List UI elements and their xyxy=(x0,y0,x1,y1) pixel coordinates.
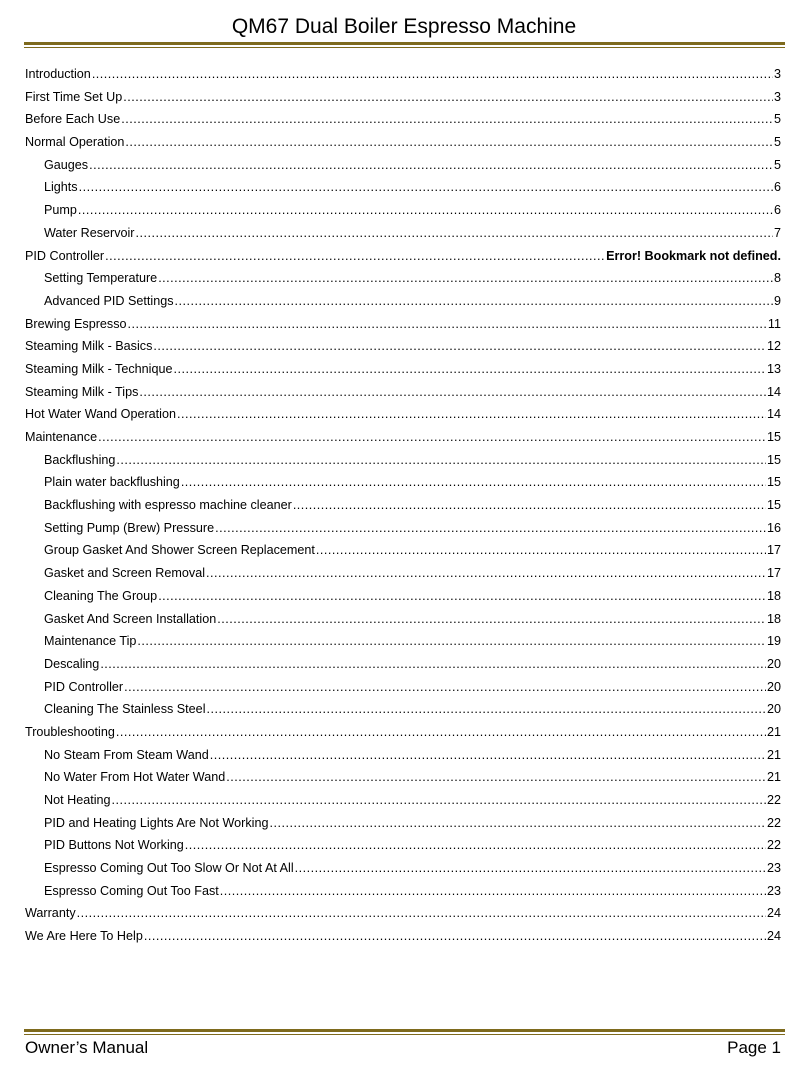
footer-rule xyxy=(24,1029,785,1032)
toc-entry-label[interactable]: Normal Operation xyxy=(25,135,125,150)
toc-entry-label[interactable]: Pump xyxy=(44,203,77,218)
toc-entry[interactable] xyxy=(0,267,808,290)
toc-entry-label[interactable]: Cleaning The Group xyxy=(44,588,158,603)
toc-entry[interactable] xyxy=(0,381,808,404)
toc-entry-label[interactable]: PID Controller xyxy=(25,248,105,263)
toc-dot-leader xyxy=(128,313,767,336)
toc-entry-page[interactable]: Error! Bookmark not defined. xyxy=(606,248,781,263)
footer-rule-thin xyxy=(24,1034,785,1035)
toc-entry-page[interactable]: 21 xyxy=(766,724,781,739)
header-rule xyxy=(24,42,785,45)
toc-entry[interactable] xyxy=(0,608,808,631)
toc-entry[interactable] xyxy=(0,721,808,744)
toc-entry-label[interactable]: We Are Here To Help xyxy=(25,929,143,944)
toc-entry-label[interactable]: Warranty xyxy=(25,906,76,921)
toc-entry[interactable] xyxy=(0,766,808,789)
toc-dot-leader xyxy=(125,131,773,154)
toc-entry[interactable] xyxy=(0,245,808,268)
toc-entry-label[interactable]: Steaming Milk - Tips xyxy=(25,384,139,399)
toc-dot-leader xyxy=(207,698,766,721)
toc-dot-leader xyxy=(181,471,766,494)
toc-entry-page[interactable]: 16 xyxy=(766,520,781,535)
toc-entry[interactable] xyxy=(0,290,808,313)
toc-entry-label[interactable]: Setting Temperature xyxy=(44,271,158,286)
toc-entry-label[interactable]: Backflushing xyxy=(44,452,116,467)
toc-entry-page[interactable]: 24 xyxy=(766,929,781,944)
toc-entry[interactable] xyxy=(0,857,808,880)
toc-entry-label[interactable]: Group Gasket And Shower Screen Replacement xyxy=(44,543,315,558)
toc-entry-page[interactable]: 20 xyxy=(766,679,781,694)
toc-dot-leader xyxy=(78,199,773,222)
toc-dot-leader xyxy=(123,86,773,109)
toc-entry-page[interactable]: 5 xyxy=(773,157,781,172)
toc-entry-label[interactable]: Cleaning The Stainless Steel xyxy=(44,702,206,717)
toc-dot-leader xyxy=(77,902,766,925)
toc-entry[interactable] xyxy=(0,676,808,699)
toc-entry-page[interactable]: 24 xyxy=(766,906,781,921)
toc-dot-leader xyxy=(100,653,766,676)
toc-entry-label[interactable]: No Water From Hot Water Wand xyxy=(44,770,226,785)
toc-entry-page[interactable]: 3 xyxy=(773,67,781,81)
toc-entry-page[interactable]: 22 xyxy=(766,815,781,830)
toc-entry-page[interactable]: 22 xyxy=(766,793,781,807)
toc-entry-page[interactable]: 5 xyxy=(773,112,781,127)
toc-entry-page[interactable]: 18 xyxy=(766,588,781,603)
toc-dot-leader xyxy=(220,880,766,903)
toc-dot-leader xyxy=(226,766,766,789)
toc-entry[interactable] xyxy=(0,335,808,358)
toc-entry-label[interactable]: Setting Pump (Brew) Pressure xyxy=(44,520,215,535)
toc-entry-page[interactable]: 19 xyxy=(766,634,781,649)
toc-entry[interactable] xyxy=(0,108,808,131)
toc-dot-leader xyxy=(92,63,773,86)
toc-entry-page[interactable]: 21 xyxy=(766,770,781,785)
toc-entry[interactable] xyxy=(0,902,808,925)
toc-entry[interactable] xyxy=(0,925,808,948)
toc-entry-label[interactable]: PID Buttons Not Working xyxy=(44,838,184,853)
toc-entry-label[interactable]: Troubleshooting xyxy=(25,724,115,739)
toc-entry-label[interactable]: No Steam From Steam Wand xyxy=(44,747,209,762)
toc-entry-label[interactable]: PID and Heating Lights Are Not Working xyxy=(44,815,269,830)
toc-entry-label[interactable]: Gasket and Screen Removal xyxy=(44,566,206,581)
toc-entry-page[interactable]: 17 xyxy=(766,543,781,558)
toc-entry[interactable] xyxy=(0,789,808,812)
toc-entry[interactable] xyxy=(0,86,808,109)
toc-entry-label[interactable]: Espresso Coming Out Too Slow Or Not At All xyxy=(44,861,294,876)
toc-entry-label[interactable]: Water Reservoir xyxy=(44,225,135,240)
footer-page-number: Page 1 xyxy=(727,1038,781,1057)
toc-entry[interactable] xyxy=(0,880,808,903)
toc-entry[interactable] xyxy=(0,812,808,835)
toc-dot-leader xyxy=(175,290,773,313)
toc-dot-leader xyxy=(137,630,766,653)
toc-entry-label[interactable]: PID Controller xyxy=(44,679,124,694)
toc-dot-leader xyxy=(79,176,773,199)
toc-entry[interactable] xyxy=(0,630,808,653)
toc-entry[interactable] xyxy=(0,313,808,336)
toc-entry-page[interactable]: 15 xyxy=(766,475,781,490)
toc-dot-leader xyxy=(185,834,766,857)
header-rule-thin xyxy=(24,47,785,48)
toc-dot-leader xyxy=(173,358,766,381)
toc-dot-leader xyxy=(124,676,766,699)
toc-dot-leader xyxy=(98,426,766,449)
toc-dot-leader xyxy=(105,245,605,268)
page-title: QM67 Dual Boiler Espresso Machine xyxy=(231,15,577,38)
toc-entry[interactable] xyxy=(0,834,808,857)
toc-entry[interactable] xyxy=(0,176,808,199)
toc-entry[interactable] xyxy=(0,449,808,472)
toc-entry[interactable] xyxy=(0,585,808,608)
toc-entry-page[interactable]: 8 xyxy=(773,271,781,286)
toc-entry-page[interactable]: 15 xyxy=(766,452,781,467)
toc-entry-label[interactable]: Before Each Use xyxy=(25,112,121,127)
toc-dot-leader xyxy=(158,585,766,608)
toc-entry[interactable] xyxy=(0,358,808,381)
toc-entry-page[interactable]: 17 xyxy=(766,566,781,581)
toc-entry-page[interactable]: 7 xyxy=(773,225,781,240)
toc-dot-leader xyxy=(295,857,766,880)
toc-entry[interactable] xyxy=(0,653,808,676)
toc-entry-page[interactable]: 6 xyxy=(773,180,781,195)
toc-entry-label[interactable]: Maintenance xyxy=(25,430,98,444)
toc-entry[interactable] xyxy=(0,426,808,449)
toc-entry-page[interactable]: 13 xyxy=(766,361,781,376)
toc-dot-leader xyxy=(121,108,773,131)
toc-entry-label[interactable]: Maintenance Tip xyxy=(44,634,137,649)
toc-entry-page[interactable]: 23 xyxy=(766,883,781,898)
toc-entry-page[interactable]: 9 xyxy=(773,293,781,308)
toc-entry[interactable] xyxy=(0,494,808,517)
toc-entry-label[interactable]: Hot Water Wand Operation xyxy=(25,407,176,422)
toc-entry-label[interactable]: Steaming Milk - Basics xyxy=(25,339,153,354)
toc-entry-label[interactable]: Descaling xyxy=(44,656,100,671)
toc-entry[interactable] xyxy=(0,199,808,222)
toc-dot-leader xyxy=(139,381,766,404)
toc-dot-leader xyxy=(153,335,766,358)
toc-dot-leader xyxy=(210,744,766,767)
toc-dot-leader xyxy=(116,721,766,744)
toc-entry-page[interactable]: 23 xyxy=(766,861,781,876)
toc-entry-page[interactable]: 15 xyxy=(766,430,781,444)
toc-entry-label[interactable]: Not Heating xyxy=(44,793,111,807)
toc-dot-leader xyxy=(112,789,766,812)
toc-entry-page[interactable]: 6 xyxy=(773,203,781,218)
toc-entry[interactable] xyxy=(0,562,808,585)
toc-entry[interactable] xyxy=(0,698,808,721)
toc-entry-page[interactable]: 11 xyxy=(767,316,781,331)
toc-entry-label[interactable]: Lights xyxy=(44,180,78,195)
toc-dot-leader xyxy=(206,562,766,585)
toc-dot-leader xyxy=(158,267,773,290)
toc-dot-leader xyxy=(89,154,773,177)
toc-dot-leader xyxy=(293,494,766,517)
toc-entry-page[interactable]: 15 xyxy=(766,498,781,513)
toc-dot-leader xyxy=(316,539,766,562)
toc-dot-leader xyxy=(144,925,766,948)
toc-dot-leader xyxy=(177,403,766,426)
toc-dot-leader xyxy=(217,608,766,631)
toc-dot-leader xyxy=(116,449,766,472)
toc-entry[interactable] xyxy=(0,131,808,154)
toc-entry[interactable] xyxy=(0,222,808,245)
toc-entry-page[interactable]: 14 xyxy=(766,384,781,399)
toc-entry-page[interactable]: 3 xyxy=(773,89,781,104)
toc-entry-label[interactable]: Introduction xyxy=(25,67,91,81)
toc-entry-page[interactable]: 18 xyxy=(766,611,781,626)
toc-entry-label[interactable]: Backflushing with espresso machine cleaner xyxy=(44,498,292,513)
toc-entry[interactable] xyxy=(0,154,808,177)
toc-entry[interactable] xyxy=(0,471,808,494)
toc-entry-label[interactable]: First Time Set Up xyxy=(25,89,123,104)
toc-entry-page[interactable]: 22 xyxy=(766,838,781,853)
toc-entry-label[interactable]: Brewing Espresso xyxy=(25,316,127,331)
toc-entry-label[interactable]: Gauges xyxy=(44,157,89,172)
toc-entry[interactable] xyxy=(0,63,808,86)
toc-entry[interactable] xyxy=(0,517,808,540)
toc-entry-label[interactable]: Advanced PID Settings xyxy=(44,293,174,308)
toc-entry-page[interactable]: 20 xyxy=(766,656,781,671)
toc-entry-label[interactable]: Steaming Milk - Technique xyxy=(25,361,173,376)
toc-entry-label[interactable]: Gasket And Screen Installation xyxy=(44,611,217,626)
toc-entry-label[interactable]: Plain water backflushing xyxy=(44,475,180,490)
toc-dot-leader xyxy=(269,812,766,835)
toc-entry-page[interactable]: 14 xyxy=(766,407,781,422)
toc-entry[interactable] xyxy=(0,403,808,426)
toc-entry[interactable] xyxy=(0,539,808,562)
toc-dot-leader xyxy=(215,517,766,540)
toc-entry-page[interactable]: 21 xyxy=(766,747,781,762)
table-of-contents xyxy=(0,63,808,948)
toc-dot-leader xyxy=(136,222,773,245)
toc-entry-page[interactable]: 20 xyxy=(766,702,781,717)
toc-entry[interactable] xyxy=(0,744,808,767)
toc-entry-label[interactable]: Espresso Coming Out Too Fast xyxy=(44,883,219,898)
toc-entry-page[interactable]: 12 xyxy=(766,339,781,354)
footer-manual-label: Owner’s Manual xyxy=(25,1038,149,1057)
toc-entry-page[interactable]: 5 xyxy=(773,135,781,150)
